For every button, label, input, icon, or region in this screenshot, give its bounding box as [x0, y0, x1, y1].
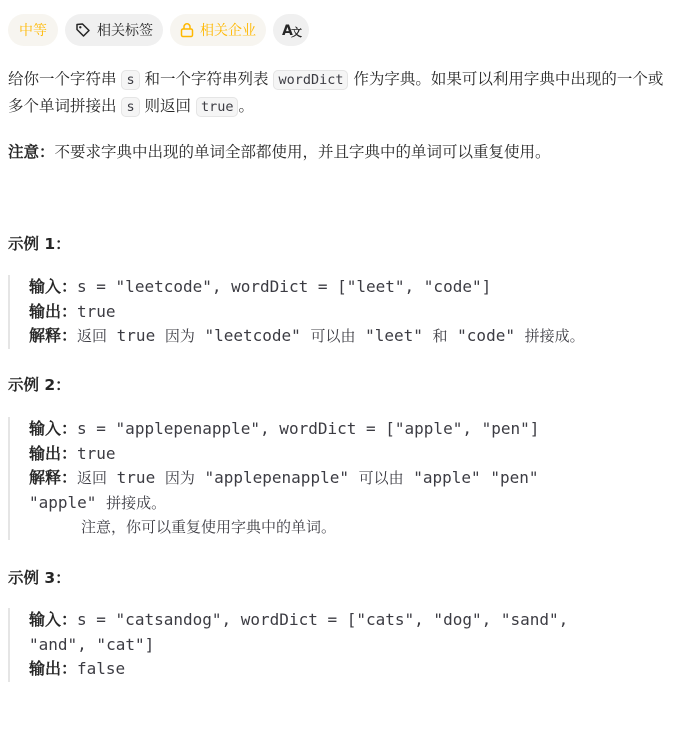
explain-code: "leet" [355, 326, 433, 345]
example-2-explain-line [29, 466, 658, 491]
example-1-input-line [29, 275, 658, 300]
svg-text:A: A [282, 23, 293, 39]
explain-text: 因为 [164, 469, 195, 487]
example-3-input: s = "catsandog", wordDict = ["cats", "dog", "sand", [77, 610, 569, 629]
output-label: 输出： [29, 443, 78, 463]
explain-code: true [107, 326, 165, 345]
input-label: 输入： [29, 610, 78, 629]
explain-text: 可以由 [310, 327, 356, 345]
explain-text: 返回 [77, 327, 108, 345]
input-label: 输入： [29, 277, 78, 296]
example-1-output: true [77, 301, 116, 321]
desc-text: 给你一个字符串 [8, 70, 122, 88]
example-1-title: 示例 1： [8, 235, 71, 253]
inline-code-true: true [196, 97, 239, 117]
explain-code: true [107, 468, 165, 487]
input-label: 输入： [29, 419, 78, 438]
desc-text: 作为字典。如果可以利用字典中出现的一个或多个单词拼接出 [8, 70, 664, 115]
translate-button[interactable] [273, 14, 309, 46]
explain-text: 和 [432, 327, 448, 345]
example-1-input: s = "leetcode", wordDict = ["leet", "code"] [77, 277, 492, 296]
example-2-note: 注意，你可以重复使用字典中的单词。 [81, 518, 337, 536]
explain-label: 解释： [29, 468, 78, 487]
example-2-title: 示例 2： [8, 376, 71, 394]
tag-icon [75, 22, 91, 38]
explain-label: 解释： [29, 326, 78, 345]
example-3-block [8, 608, 658, 682]
inline-code-s: s [121, 97, 139, 117]
example-2-output-line [29, 442, 658, 467]
explain-text: 返回 [77, 469, 108, 487]
explain-text: 拼接成。 [106, 493, 167, 512]
explain-text: 因为 [164, 327, 195, 345]
inline-code-worddict: wordDict [273, 70, 348, 90]
inline-code-s: s [121, 70, 139, 90]
related-companies-button[interactable] [170, 14, 266, 46]
example-3-input-line-2 [29, 633, 658, 658]
example-3-input-continued: "and", "cat"] [29, 634, 155, 654]
note-text: 不要求字典中出现的单词全部都使用，并且字典中的单词可以重复使用。 [54, 143, 551, 161]
explain-code: "apple" "pen" [403, 468, 539, 487]
example-2-block [8, 417, 658, 540]
lock-icon [180, 22, 194, 38]
example-2-input-line [29, 417, 658, 442]
example-3-output-line [29, 657, 658, 682]
example-3-title: 示例 3： [8, 569, 71, 587]
related-tags-button[interactable] [65, 14, 163, 46]
example-1-block [8, 275, 658, 349]
example-3-input-line [29, 608, 658, 633]
explain-text: 可以由 [358, 469, 404, 487]
explain-code: "apple" [29, 492, 107, 512]
related-tags-label: 相关标签 [97, 23, 153, 39]
example-2-input: s = "applepenapple", wordDict = ["apple", "pen"] [77, 419, 540, 438]
translate-icon [282, 22, 300, 38]
desc-text: 和一个字符串列表 [139, 70, 274, 88]
output-label: 输出： [29, 301, 78, 321]
explain-code: "applepenapple" [194, 468, 359, 487]
explain-text: 拼接成。 [524, 327, 585, 345]
related-companies-label: 相关企业 [200, 23, 256, 39]
difficulty-label: 中等 [19, 23, 47, 39]
tag-row [8, 14, 309, 46]
example-3-output: false [77, 659, 126, 678]
note-label: 注意： [8, 143, 55, 161]
output-label: 输出： [29, 659, 78, 678]
explain-code: "leetcode" [194, 326, 311, 345]
example-1-explain-line [29, 324, 658, 349]
desc-text: 则返回 [139, 97, 196, 115]
example-2-explain-line-2 [29, 491, 658, 516]
problem-note [8, 139, 668, 165]
example-2-output: true [77, 443, 116, 463]
difficulty-badge[interactable] [8, 14, 58, 46]
svg-text:文: 文 [291, 26, 302, 39]
explain-code: "code" [447, 326, 525, 345]
example-1-output-line [29, 300, 658, 325]
problem-description [8, 66, 668, 120]
desc-text: 。 [238, 97, 254, 115]
